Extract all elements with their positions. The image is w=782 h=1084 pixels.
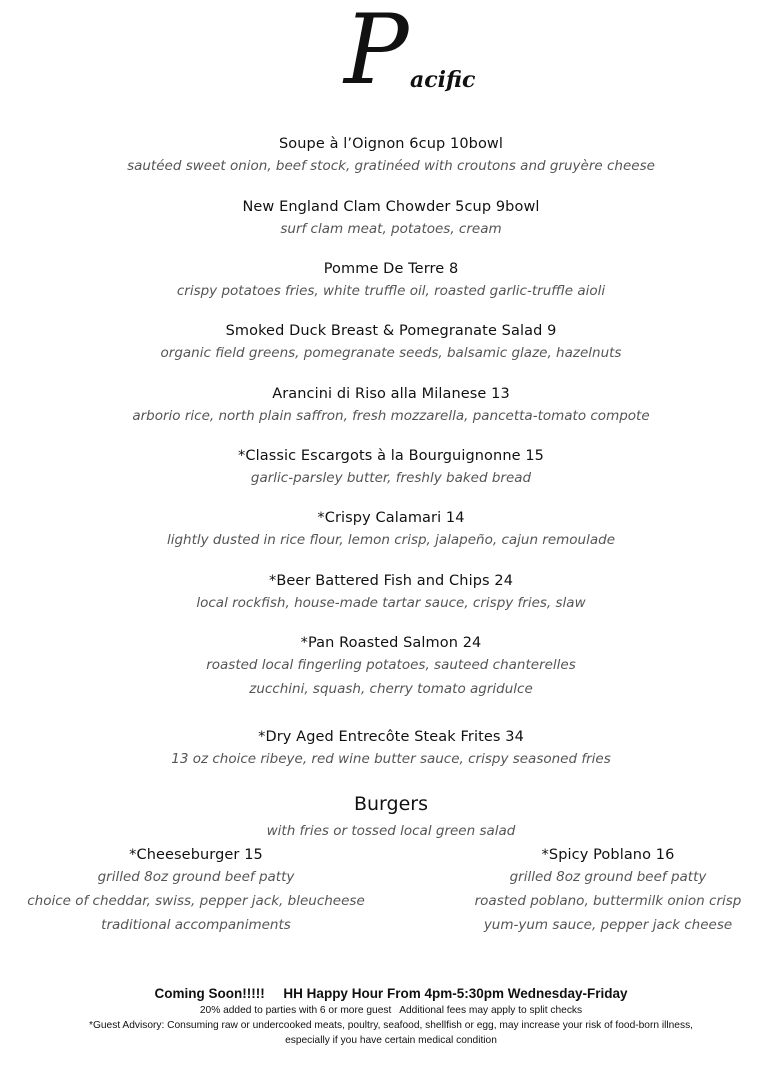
burger-item-spicy-poblano <box>448 845 768 937</box>
item-name: *Beer Battered Fish and Chips 24 <box>268 573 514 589</box>
menu-item <box>0 633 782 701</box>
menu-item <box>0 134 782 178</box>
menu-item <box>0 321 782 365</box>
item-description: yum-yum sauce, pepper jack cheese <box>483 917 733 933</box>
item-description: 13 oz choice ribeye, red wine butter sauce, crispy seasoned fries <box>171 751 611 767</box>
logo-letter: P <box>344 0 409 106</box>
menu-item <box>0 571 782 615</box>
item-description: choice of cheddar, swiss, pepper jack, bleucheese <box>27 893 365 909</box>
restaurant-logo <box>330 0 490 106</box>
section-subtitle: with fries or tossed local green salad <box>266 823 516 839</box>
item-name: Smoked Duck Breast & Pomegranate Salad 9 <box>225 323 557 339</box>
item-description: grilled 8oz ground beef patty <box>97 869 295 885</box>
item-name: Soupe à l’Oignon 6cup 10bowl <box>278 136 504 152</box>
logo-text: acific <box>410 67 476 93</box>
item-description: traditional accompaniments <box>101 917 291 933</box>
item-name: *Cheeseburger 15 <box>129 847 263 863</box>
item-description: sautéed sweet onion, beef stock, gratinéed with croutons and gruyère cheese <box>127 158 655 174</box>
menu-item <box>0 727 782 771</box>
menu-item <box>0 259 782 303</box>
guest-advisory-continued: especially if you have certain medical condition <box>285 1035 497 1046</box>
item-description: zucchini, squash, cherry tomato agridulce <box>249 681 533 697</box>
item-description: roasted poblano, buttermilk onion crisp <box>474 893 742 909</box>
item-description: local rockfish, house-made tartar sauce, crispy fries, slaw <box>196 595 586 611</box>
item-name: *Classic Escargots à la Bourguignonne 15 <box>238 448 544 464</box>
party-fee-note: 20% added to parties with 6 or more guest Additional fees may apply to split checks <box>199 1005 583 1016</box>
item-name: *Crispy Calamari 14 <box>317 510 465 526</box>
menu-item <box>0 384 782 428</box>
section-title-burgers: Burgers <box>353 793 428 815</box>
item-description: crispy potatoes fries, white truffle oil, roasted garlic-truffle aioli <box>176 283 606 299</box>
burger-item-cheeseburger <box>18 845 374 937</box>
item-description: grilled 8oz ground beef patty <box>509 869 707 885</box>
item-description: roasted local fingerling potatoes, sauteed chanterelles <box>206 657 576 673</box>
item-name: *Dry Aged Entrecôte Steak Frites 34 <box>258 729 524 745</box>
item-name: *Spicy Poblano 16 <box>541 847 675 863</box>
item-name: New England Clam Chowder 5cup 9bowl <box>242 199 540 215</box>
item-description: organic field greens, pomegranate seeds, balsamic glaze, hazelnuts <box>160 345 622 361</box>
item-description: lightly dusted in rice flour, lemon crisp, jalapeño, cajun remoulade <box>166 532 616 548</box>
guest-advisory: *Guest Advisory: Consuming raw or undercooked meats, poultry, seafood, shellfish or egg, may increase your risk of food-born illness, <box>89 1020 693 1031</box>
item-description: garlic-parsley butter, freshly baked bread <box>250 470 532 486</box>
menu-item <box>0 446 782 490</box>
item-description: arborio rice, north plain saffron, fresh mozzarella, pancetta-tomato compote <box>132 408 650 424</box>
item-name: *Pan Roasted Salmon 24 <box>300 635 482 651</box>
menu-item <box>0 197 782 241</box>
item-name: Pomme De Terre 8 <box>323 261 459 277</box>
footer <box>0 985 782 1048</box>
item-name: Arancini di Riso alla Milanese 13 <box>272 386 510 402</box>
item-description: surf clam meat, potatoes, cream <box>280 221 502 237</box>
menu-item <box>0 508 782 552</box>
happy-hour-announcement: Coming Soon!!!!! HH Happy Hour From 4pm-5:30pm Wednesday-Friday <box>154 986 628 1001</box>
